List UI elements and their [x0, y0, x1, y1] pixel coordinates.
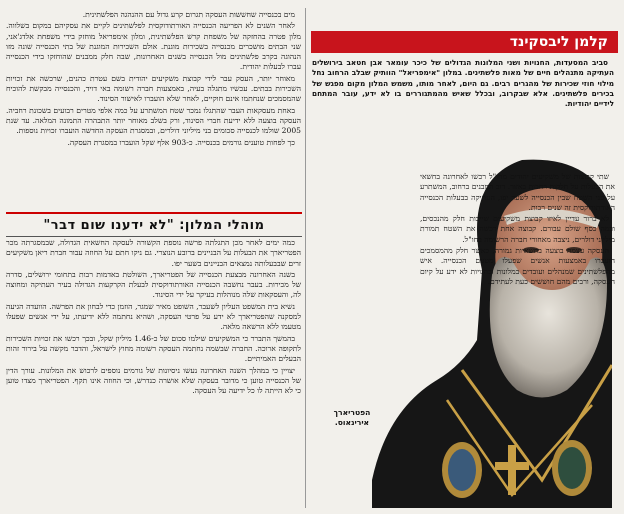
paragraph: יצויין כי במהלך השנה האחרונה נעשו ניסיונות של גורמים נוספים לרכוש את המלונות. עורך הדין של הכנסייה טוען כי מדובר בעסקה שלא אושרה כנדרש, וכי החוזה אינו תקף. הפטריארך מצדו טוען כי לא הייתה לו כל ידיעה על העסקה.	[6, 365, 301, 396]
byline-author: קלמן ליבסקינד	[509, 34, 608, 50]
left-column-top	[6, 10, 301, 212]
paragraph: כמה ימים לאחר מכן התגלתה פרשה נוספת הקשורה לעסקה החשאית הגדולה, שבמסגרתה מכר הפטריארך את הבעלות על הבניינים ברובע הנוצרי. גם ניקו חתם על החוזה עבור חברת ריאן משקיעים זרים שבבעלותה נמצאים הבניינים בשער יפו.	[6, 238, 301, 268]
paragraph: לא ברור עדיין לאיזו קבוצת משקיעים שייכות חלק מהנכסים, וכמה כסף שולם עבורם. קבוצה אחת רכשה את השטח תמורת מיליוני דולרים, ניצבה מאחורי חברה הרשומה בחו"ל.	[420, 214, 615, 244]
paragraph: מים בכנסייה שחששות העסקה תגרום קרע גדול עם ההנהגה הפלשתינית.	[82, 10, 295, 19]
left-column-bottom	[6, 238, 301, 506]
right-column-body	[420, 172, 615, 442]
photo-caption: הפטריארך אירינאוס.	[333, 408, 371, 427]
paragraph: מאוחר יותר, העסק עבר לידי קבוצת משקיעים יהודית בשם עטרת כהנים, שרכשה את זכויות השכירות בבתים. עכשיו מתגלה בעיה, באמצעות חברה רשומה באי דויד, והכנסייה מבקשת להוכיח שהמסמכים שנחתמו אינם חוקיים, לאחר שלא הועברו לאישור הסינוד.	[6, 73, 301, 104]
pectoral-medallion-left	[442, 442, 482, 498]
paragraph: שתי קבוצות של משקיעים יהודים מחו"ל רכשו לאחרונה בחשאי את הבעלות על חלקות רחבות באזור. רוב המבנים ברחוב, המשתרע על פני השטח שבין הכנסייה לשער יפו, העתיקה בבעלות הכנסייה האורתודוקסית זה שנים רבות.	[420, 172, 615, 212]
column-divider	[305, 8, 306, 508]
paragraph: כך לפחות טוענים גורמים בכנסייה. כ-903 אלף שקל הועברו במסגרת העסקה.	[67, 137, 295, 147]
paragraph: נשיא בית המשפט העליון לשעבר, השופט מאיר שמגר, הוזמן כדי לבחון את הפרשה. הוועדה הגיעה למסקנה שהפטריארך לא ידע על פרטי העסקה, ושהיא נחתמה ללא ידיעתו, על ידי אנשים שפעלו מטעמו ללא הרשאה מלאה.	[6, 301, 301, 332]
pectoral-medallion-right	[552, 440, 592, 496]
paragraph: העסקה עצמה בוצעה בחשאיות גמורה, כאשר חלק מהמסמכים הועברו באמצעות אנשים שפעלו מטעם הכנסייה. איש מהפלשתינים שמנהלים ועובדים במלונות ובחנויות לא ידע על קיום העסקה, ורבים מהם חוששים כעת לעתידם.	[420, 246, 615, 286]
lead-text: סביב המסעדות, החנויות ושני המלונות הגדולים של כיכר עומאר אבן חטאב בירושלים העתיקה מתנהלים חיים של מאות פלשתינים. במלון "אימפריאל" הוותיק שבלב הרחוב נחל מילוי חוזי שכירות של מהגרים רבים. גם היום, לאחר מותו, משמש המלון מקום מפגש של בכירים פלשתינים. אלא שבקרוב, ובכלל שאיש מהמתגוררים בו לא ידע, עובר המתחם לידיים יהודיות.	[312, 58, 614, 109]
paragraph: בשנה האחרונה מבצעת הכנסייה של הפטריארך, השולטת באדמות רבות בתחומי ירושלים, סדרה של מכירות. בעבר נחשבה הכנסייה האורתודוקסית לבעלת הקרקעות הגדולה בעיר העתיקה ומחוצה לה, והעסקאות שלה מנוהלות בעיקר על ידי הסינוד.	[6, 269, 301, 300]
byline-bar	[311, 31, 618, 53]
paragraph: לאחר השנים לא הפריעה הכנסייה האורתודוקסית לפלשתינים לקיים את עסקיהם במקום בשלווה. מלון פטרה בהחזקה של משפחת קרש הפלשתינית, ומלון אימפריאל מוחזק בידי משפחת אלדג'אני, שני הבתים מושכרים מכנסייה בשכירות מוגנת. אולם השכירות המוגנת של בתי הכנסייה שונה מזו הנהוגה בקרב פלשתינים מול הכנסייה בשנים האחרונות, שבה חלק ממבנים שהוחזקו בידי הכנסייה עברו לבעלות יהודית.	[6, 21, 301, 72]
paragraph: באחת מעסקאות העבר שהתגלו נמכר שטח המשתרע על כמה אלפי מטרים רבועים בשכונת רחביה. העסקה בוצעה ללא ידיעת חברי הסינוד, ורק בשלב מאוחר יותר התבהרה התמונה המלאה. עד שנת 2005 שולמו לכנסייה סכומים בני מיליוני דולרים, ובמסגרת העסקה החדשה הועברו זכויות נוספות.	[6, 105, 301, 136]
paragraph: בהמשך התברר כי המשקיעים שילמו סכום של כ-1.46 מיליון שקל, ובכך רכשו את זכויות השכירות לתקופה ארוכה. החברה שבשמה נחתמה העסקה רשומה מחוץ לישראל, והדבר מקשה על בירור זהות הבעלים האמיתיים.	[6, 333, 301, 364]
subheading: מוהלי המלון: "לא ידענו שום דבר"	[6, 212, 302, 237]
